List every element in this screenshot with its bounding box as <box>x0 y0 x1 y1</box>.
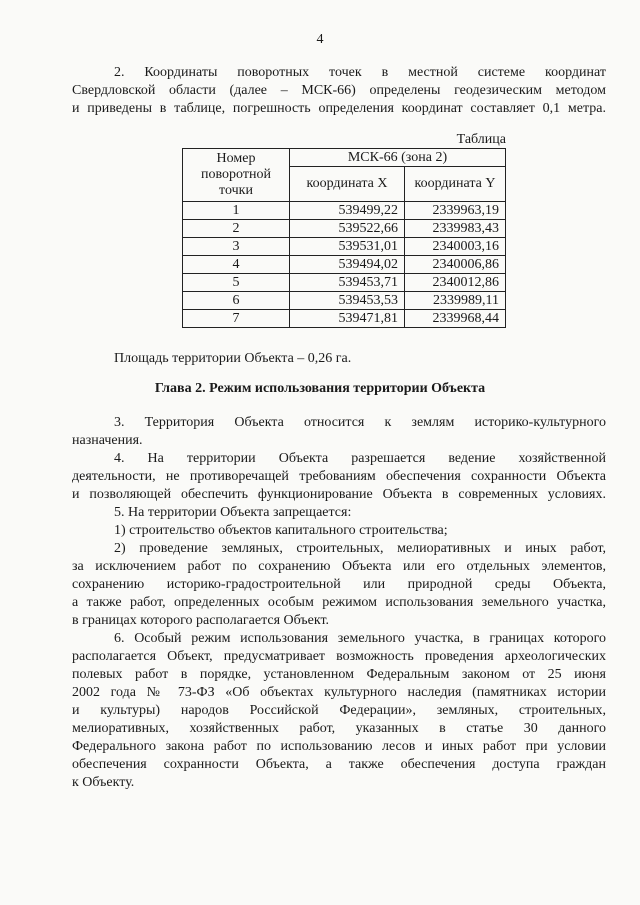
point-number: 4 <box>183 256 290 274</box>
text-line: 2002 года № 73-ФЗ «Об объектах культурного наследия (памятниках истории <box>72 685 606 700</box>
coord-x: 539522,66 <box>290 220 405 238</box>
table-row <box>183 238 506 256</box>
text-line: и культуры) народов Российской Федерации», земляных, строительных, <box>72 703 606 718</box>
coord-y: 2339983,43 <box>405 220 506 238</box>
text-line: 4. На территории Объекта разрешается ведение хозяйственной <box>114 451 606 466</box>
prohibition-item-1: 1) строительство объектов капитального строительства; <box>114 523 448 538</box>
table-row <box>183 202 506 220</box>
coord-y: 2340006,86 <box>405 256 506 274</box>
text-line: деятельности, не противоречащей требованиям обеспечения сохранности Объекта <box>72 469 606 484</box>
table-row <box>183 292 506 310</box>
point-number: 3 <box>183 238 290 256</box>
point-number: 7 <box>183 310 290 328</box>
area-statement: Площадь территории Объекта – 0,26 га. <box>114 351 352 366</box>
coord-x: 539494,02 <box>290 256 405 274</box>
text-line: обеспечения сохранности Объекта, а также обеспечения доступа граждан <box>72 757 606 772</box>
table-row <box>183 274 506 292</box>
table-caption: Таблица <box>456 132 506 147</box>
point-number: 5 <box>183 274 290 292</box>
text-line: к Объекту. <box>72 775 135 790</box>
text-line: за исключением работ по сохранению Объекта или его отдельных элементов, <box>72 559 606 574</box>
coord-y: 2339968,44 <box>405 310 506 328</box>
text-line: сохранению историко-градостроительной или природной среды Объекта, <box>72 577 606 592</box>
point-number: 6 <box>183 292 290 310</box>
table-row <box>183 220 506 238</box>
text-line: 6. Особый режим использования земельного участка, в границах которого <box>114 631 606 646</box>
coord-x: 539453,53 <box>290 292 405 310</box>
text-line: и позволяющей обеспечить функционирование Объекта в современных условиях. <box>72 487 606 502</box>
page-number: 4 <box>316 32 324 47</box>
text-line: мелиоративных, хозяйственных работ, указанных в статье 30 данного <box>72 721 606 736</box>
text-line: 3. Территория Объекта относится к землям историко-культурного <box>114 415 606 430</box>
table-row <box>183 310 506 328</box>
text-line: 2) проведение земляных, строительных, мелиоративных и иных работ, <box>114 541 606 556</box>
text-line: Свердловской области (далее – МСК-66) определены геодезическим методом <box>72 83 606 98</box>
chapter-title: Глава 2. Режим использования территории Объекта <box>154 381 486 396</box>
header-point-number: Номер поворотной точки <box>183 149 290 202</box>
coord-y: 2339989,11 <box>405 292 506 310</box>
header-x: координата X <box>290 167 405 202</box>
point-number: 1 <box>183 202 290 220</box>
text-line: Федерального закона работ по использованию лесов и иных работ при условии <box>72 739 606 754</box>
coord-x: 539499,22 <box>290 202 405 220</box>
coord-x: 539471,81 <box>290 310 405 328</box>
paragraph-5: 5. На территории Объекта запрещается: <box>114 505 352 520</box>
text-line: а также работ, определенных особым режимом использования земельного участка, <box>72 595 606 610</box>
coordinates-table <box>182 148 506 328</box>
coord-y: 2340003,16 <box>405 238 506 256</box>
coord-x: 539531,01 <box>290 238 405 256</box>
coord-y: 2339963,19 <box>405 202 506 220</box>
text-line: располагается Объект, предусматривает возможность проведения археологических <box>72 649 606 664</box>
header-y: координата Y <box>405 167 506 202</box>
text-line: полевых работ в порядке, установленном Федеральным законом от 25 июня <box>72 667 606 682</box>
header-coordinate-system: МСК-66 (зона 2) <box>290 149 506 167</box>
text-line: в границах которого располагается Объект. <box>72 613 330 628</box>
coord-x: 539453,71 <box>290 274 405 292</box>
text-line: 2. Координаты поворотных точек в местной системе координат <box>114 65 606 80</box>
text-line: назначения. <box>72 433 143 448</box>
text-line: и приведены в таблице, погрешность определения координат составляет 0,1 метра. <box>72 101 606 116</box>
table-row <box>183 256 506 274</box>
coord-y: 2340012,86 <box>405 274 506 292</box>
point-number: 2 <box>183 220 290 238</box>
